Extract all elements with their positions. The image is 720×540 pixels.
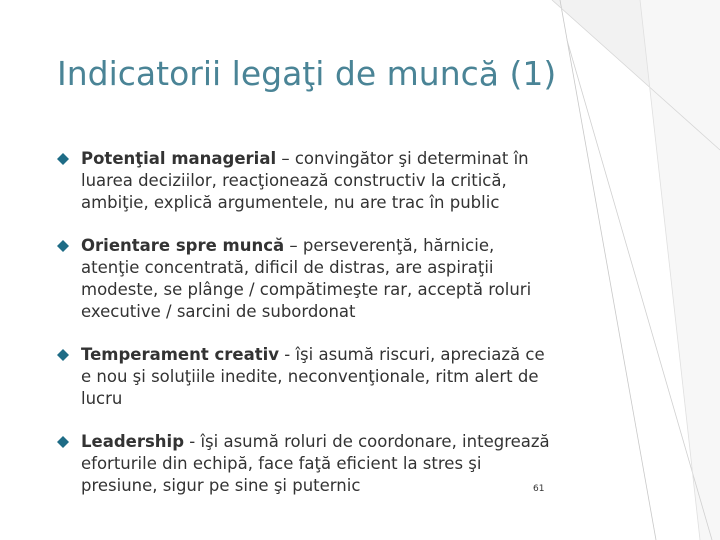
bullet-term: Temperament creativ bbox=[81, 345, 280, 364]
bullet-description: - îşi asumă riscuri, apreciază ce e nou şi soluţiile inedite, neconvenţionale, ritm alert de lucru bbox=[81, 345, 545, 408]
diamond-bullet-icon bbox=[57, 349, 69, 361]
edge-facet-shape bbox=[640, 0, 720, 540]
bullet-list bbox=[57, 148, 557, 497]
diamond-bullet-icon bbox=[57, 240, 69, 252]
bullet-description: – convingător şi determinat în luarea deciziilor, reacţionează constructiv la critică, ambiţie, explică argumentele, nu are trac în public bbox=[81, 149, 529, 212]
diamond-bullet-icon bbox=[57, 153, 69, 165]
decorative-line bbox=[560, 0, 656, 540]
bullet-term: Orientare spre muncă bbox=[81, 236, 285, 255]
bullet-term: Leadership bbox=[81, 432, 185, 451]
slide-title: Indicatorii legaţi de muncă (1) bbox=[57, 54, 557, 93]
bullet-description: – perseverenţă, hărnicie, atenţie concentrată, dificil de distras, are aspiraţii modeste, se plânge / compătimeşte rar, acceptă roluri executive / sarcini de subordonat bbox=[81, 236, 532, 321]
bullet-item bbox=[57, 431, 557, 497]
bullet-item bbox=[57, 344, 557, 410]
bullet-item bbox=[57, 148, 557, 214]
bullet-item bbox=[57, 235, 557, 323]
diamond-bullet-icon bbox=[57, 436, 69, 448]
bullet-description: - îşi asumă roluri de coordonare, integrează eforturile din echipă, face faţă eficient la stres şi presiune, sigur pe sine şi puternic bbox=[81, 432, 550, 495]
bullet-term: Potenţial managerial bbox=[81, 149, 277, 168]
page-number: 61 bbox=[533, 484, 545, 494]
